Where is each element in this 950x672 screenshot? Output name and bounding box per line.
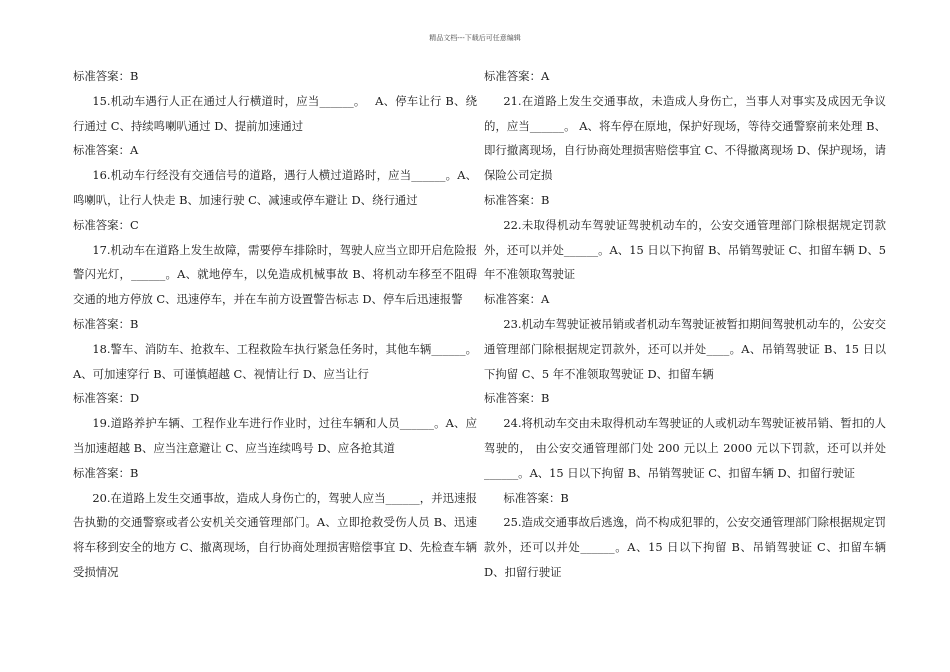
- answer-line: 标准答案：A: [73, 143, 139, 158]
- answer-line: 标准答案：B: [503, 490, 569, 505]
- question-19: 19.道路养护车辆、工程作业车进行作业时，过往车辆和人员______。A、应当加速超越 B、应当注意避让 C、应当连续鸣号 D、应各抢其道: [73, 416, 477, 455]
- question-21: 21.在道路上发生交通事故，未造成人身伤亡，当事人对事实及成因无争议的，应当______。 A、将车停在原地，保护好现场，等待交通警察前来处理 B、即行撤离现场，自行协商处理损害赔偿事宜 C、不得撤离现场 D、保护现场，请保险公司定损: [484, 93, 886, 183]
- page-header: 精品文档---下载后可任意编辑: [429, 34, 521, 42]
- question-16: 16.机动车行经没有交通信号的道路，遇行人横过道路时，应当______。A、鸣喇叭，让行人快走 B、加速行驶 C、减速或停车避让 D、绕行通过: [73, 168, 477, 207]
- answer-line: 标准答案：A: [484, 292, 550, 307]
- question-18: 18.警车、消防车、抢救车、工程救险车执行紧急任务时，其他车辆______。A、可加速穿行 B、可谨慎超越 C、视情让行 D、应当让行: [73, 341, 477, 381]
- question-20: 20.在道路上发生交通事故，造成人身伤亡的，驾驶人应当______，并迅速报告执勤的交通警察或者公安机关交通管理部门。A、立即抢救受伤人员 B、迅速将车移到安全的地方 C、撤离现场，自行协商处理损害赔偿事宜 D、先检查车辆受损情况: [73, 490, 477, 579]
- answer-line: 标准答案：B: [73, 69, 139, 83]
- answer-line: 标准答案：B: [484, 391, 550, 406]
- answer-line: 标准答案：A: [484, 69, 550, 83]
- question-22: 22.未取得机动车驾驶证驾驶机动车的，公安交通管理部门除根据规定罚款外，还可以并处______。A、15 日以下拘留 B、吊销驾驶证 C、扣留车辆 D、5 年不准领取驾驶证: [484, 217, 886, 282]
- right-column: [484, 64, 886, 585]
- left-column: [73, 64, 477, 585]
- question-15: 15.机动车遇行人正在通过人行横道时，应当______。 A、停车让行 B、绕行通过 C、持续鸣喇叭通过 D、提前加速通过: [73, 93, 477, 133]
- answer-line: 标准答案：B: [73, 465, 139, 480]
- question-25: 25.造成交通事故后逃逸，尚不构成犯罪的，公安交通管理部门除根据规定罚款外，还可以并处______。A、15 日以下拘留 B、吊销驾驶证 C、扣留车辆 D、扣留行驶证: [484, 515, 886, 579]
- answer-line: 标准答案：C: [73, 217, 139, 232]
- answer-line: 标准答案：D: [73, 391, 140, 406]
- question-17: 17.机动车在道路上发生故障，需要停车排除时，驾驶人应当立即开启危险报警闪光灯，______。A、就地停车，以免造成机械事故 B、将机动车移至不阻碍交通的地方停放 C、迅速停车，并在车前方设置警告标志 D、停车后迅速报警: [73, 242, 477, 307]
- answer-line: 标准答案：B: [484, 192, 550, 207]
- answer-line: 标准答案：B: [73, 316, 139, 331]
- question-23: 23.机动车驾驶证被吊销或者机动车驾驶证被暂扣期间驾驶机动车的，公安交通管理部门除根据规定罚款外，还可以并处____。A、吊销驾驶证 B、15 日以下拘留 C、5 年不准领取驾驶证 D、扣留车辆: [484, 316, 886, 381]
- question-24: 24.将机动车交由未取得机动车驾驶证的人或机动车驾驶证被吊销、暂扣的人驾驶的， 由公安交通管理部门处 200 元以上 2000 元以下罚款，还可以并处______。A、15 日以下拘留 B、吊销驾驶证 C、扣留车辆 D、扣留行驶证: [484, 416, 886, 480]
